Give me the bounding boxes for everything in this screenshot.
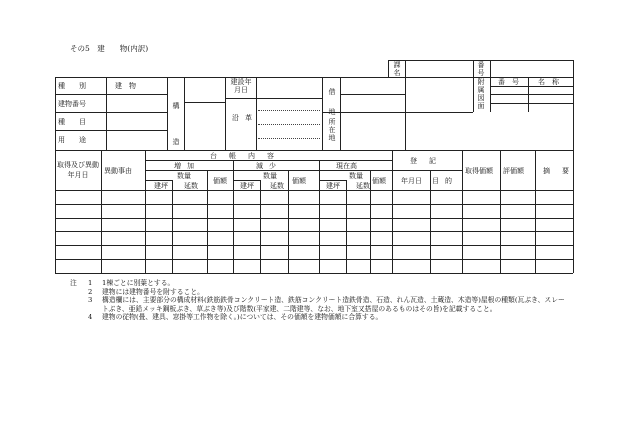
tatetsubo-genshou-label: 建坪 <box>240 182 254 190</box>
note-item: 4 建物の従物(畳、建具、窓掛等工作物を除く。)については、その価額を建物価額に合算する。 <box>88 313 383 322</box>
notes <box>70 279 570 322</box>
ka-mei-label: 課名 <box>393 61 401 77</box>
kakaku-zoka-label: 価額 <box>213 177 227 185</box>
suryo-genshou-label: 数量 <box>263 172 277 180</box>
ido-jiyu-label: 異動事由 <box>104 167 132 175</box>
tatetsubo-genzai-label: 建坪 <box>326 182 340 190</box>
kozo-label: 構造 <box>172 102 180 146</box>
shubetsu-label: 種 別 <box>58 82 86 90</box>
nengappi-label: 年月日 <box>401 177 422 185</box>
shumoku-label: 種 目 <box>58 118 86 126</box>
meisho-col-label: 名 称 <box>538 78 559 86</box>
table-row <box>55 218 573 219</box>
kakaku-genzai-label: 価額 <box>372 177 386 185</box>
bango-label: 番号 <box>477 61 485 77</box>
daicho-naiyo-label: 台帳内容 <box>210 152 286 160</box>
table-row <box>55 204 573 205</box>
hyoka-kakaku-label: 評価額 <box>503 167 524 175</box>
mokuteki-label: 目的 <box>432 177 458 185</box>
tatemono-bango-label: 建物番号 <box>58 100 86 108</box>
table-row <box>55 259 573 260</box>
toki-label: 登記 <box>410 157 448 165</box>
table-row <box>55 245 573 246</box>
tatetsubo-zoka-label: 建坪 <box>154 182 168 190</box>
youto-label: 用 途 <box>58 136 86 144</box>
tekiyo-label: 摘要 <box>543 167 581 175</box>
note-item: 注 1 1棟ごとに別葉とする。 <box>70 279 175 287</box>
shakuchi-label: 借地 <box>328 88 336 116</box>
note-item: 2 建物には建物番号を附すること。 <box>88 287 204 296</box>
shutoku-nengappi-label: 取得及び異動年月日 <box>57 161 99 179</box>
page-title: その5 建 物(内訳) <box>70 44 149 53</box>
nobetsubo-genshou-label: 延数 <box>270 182 284 190</box>
zoka-label: 増加 <box>174 162 200 170</box>
tatemono-label: 建 物 <box>115 82 136 90</box>
suryo-zoka-label: 数量 <box>177 172 191 180</box>
table-row <box>55 231 573 232</box>
fuzoku-zumen-label: 附属図面 <box>477 78 485 110</box>
kakaku-genshou-label: 価額 <box>292 177 306 185</box>
nobetsubo-zoka-label: 延数 <box>184 182 198 190</box>
note-item: 3 構造欄には、主要部分の構成材料(鉄筋鉄骨コンクリート造、鉄筋コンクリート造鉄骨造、石造、れん瓦造、土蔵造、木造等)屋根の種類(瓦ぶき、スレートぶき、亜鉛メッキ鋼板ぶき、草ぶき等)及び階数(平家建、二階建等、なお、地下室又搭屋のあるものはその旨)を記載すること。 <box>88 296 565 313</box>
shutoku-kakaku-label: 取得価額 <box>465 167 493 175</box>
notes-label: 注 <box>70 279 77 287</box>
bango-col-label: 番 号 <box>498 78 519 86</box>
suryo-genzai-label: 数量 <box>349 172 363 180</box>
nobetsubo-genzai-label: 延数 <box>356 182 370 190</box>
genzaidaka-label: 現在高 <box>336 162 357 170</box>
kensetsu-nengappi-label: 建設年月日 <box>230 78 252 94</box>
shozaichi-label: 所在地 <box>328 118 336 142</box>
enkaku-label: 沿革 <box>232 114 258 122</box>
genshou-label: 減少 <box>256 162 282 170</box>
